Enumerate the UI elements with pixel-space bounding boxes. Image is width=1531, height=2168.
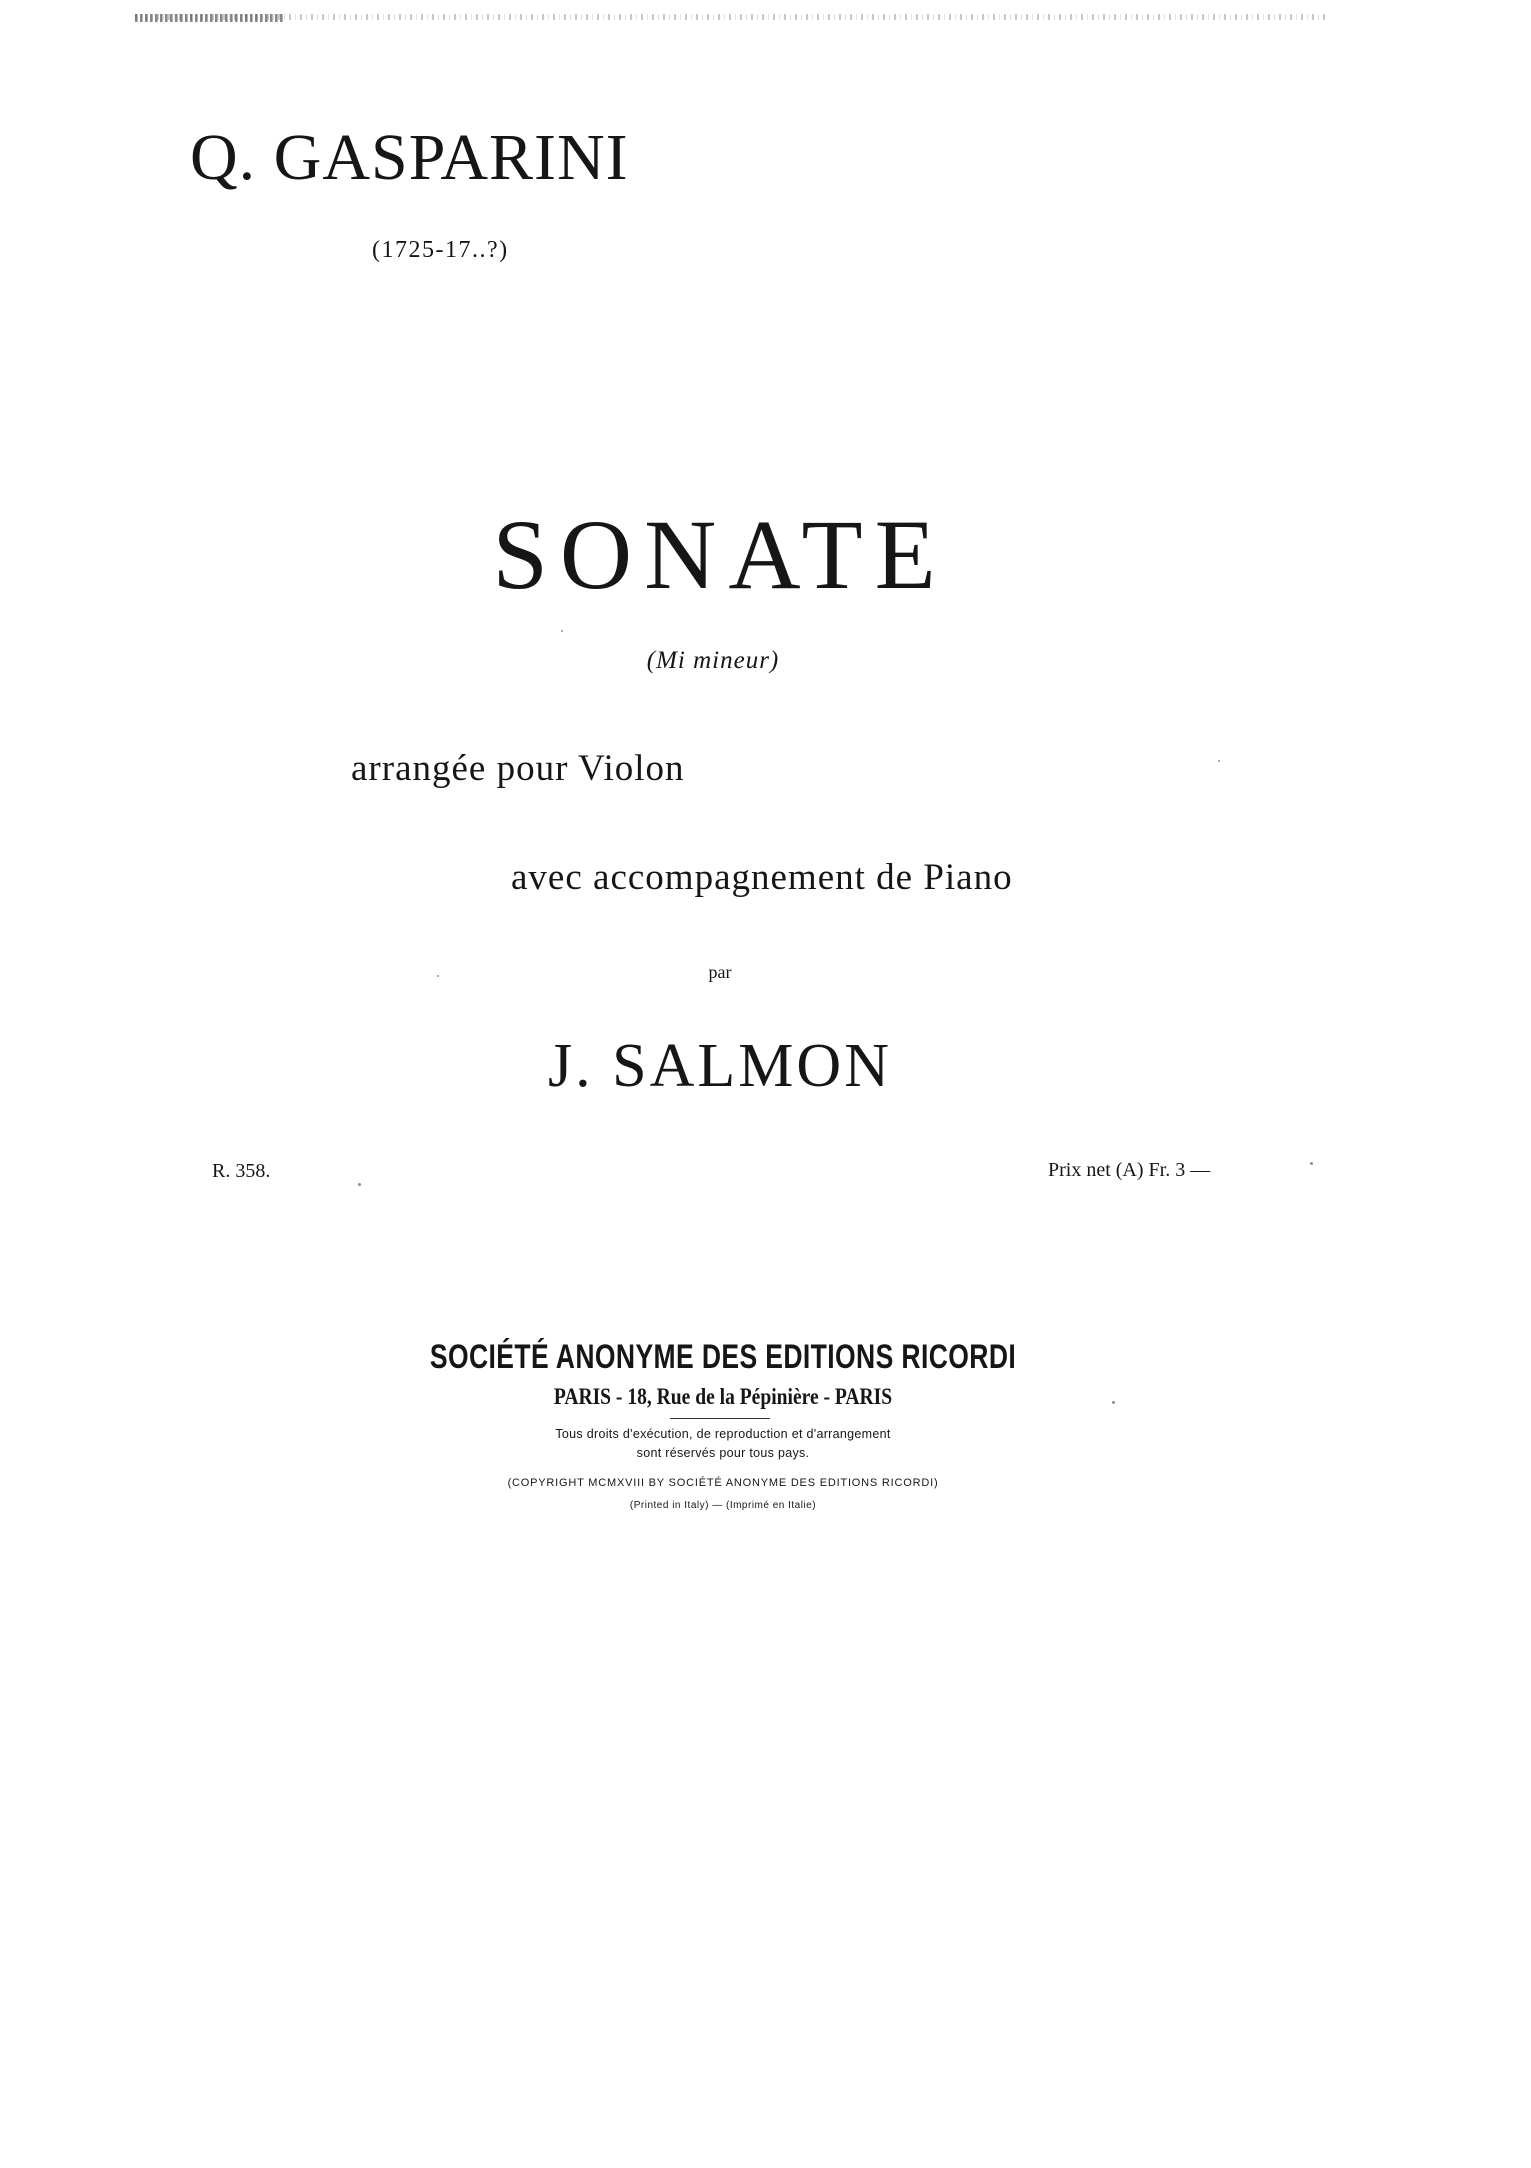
publisher-address: PARIS - 18, Rue de la Pépinière - PARIS [553,1384,893,1409]
rights-notice-line-2: sont réservés pour tous pays. [636,1446,810,1460]
scan-speck [437,975,439,977]
scan-speck [358,1183,361,1186]
scan-speck [1310,1162,1313,1165]
divider-rule [670,1418,770,1419]
price-label: Prix net (A) Fr. 3 — [1048,1159,1211,1181]
scan-edge-artifact-dark [135,14,285,22]
publisher-name: SOCIÉTÉ ANONYME DES EDITIONS RICORDI [429,1338,1017,1376]
arrangement-line: arrangée pour Violon [351,748,685,789]
composer-name: Q. GASPARINI [190,121,629,194]
work-key: (Mi mineur) [646,647,780,674]
rights-notice-line-1: Tous droits d'exécution, de reproduction et d'arrangement [555,1427,891,1441]
work-title: SONATE [492,499,948,610]
scan-speck [1112,1401,1115,1404]
scan-speck [561,630,563,632]
scan-edge-artifact [135,14,1325,20]
by-label: par [708,962,732,982]
composer-dates: (1725-17..?) [372,237,509,263]
scan-speck [1218,760,1220,762]
arranger-name: J. SALMON [548,1032,892,1100]
catalog-number: R. 358. [212,1160,271,1182]
printed-in-notice: (Printed in Italy) — (Imprimé en Italie) [629,1500,817,1511]
accompaniment-line: avec accompagnement de Piano [511,857,1013,898]
copyright-notice: (COPYRIGHT MCMXVIII BY SOCIÉTÉ ANONYME DES EDITIONS RICORDI) [507,1477,939,1489]
